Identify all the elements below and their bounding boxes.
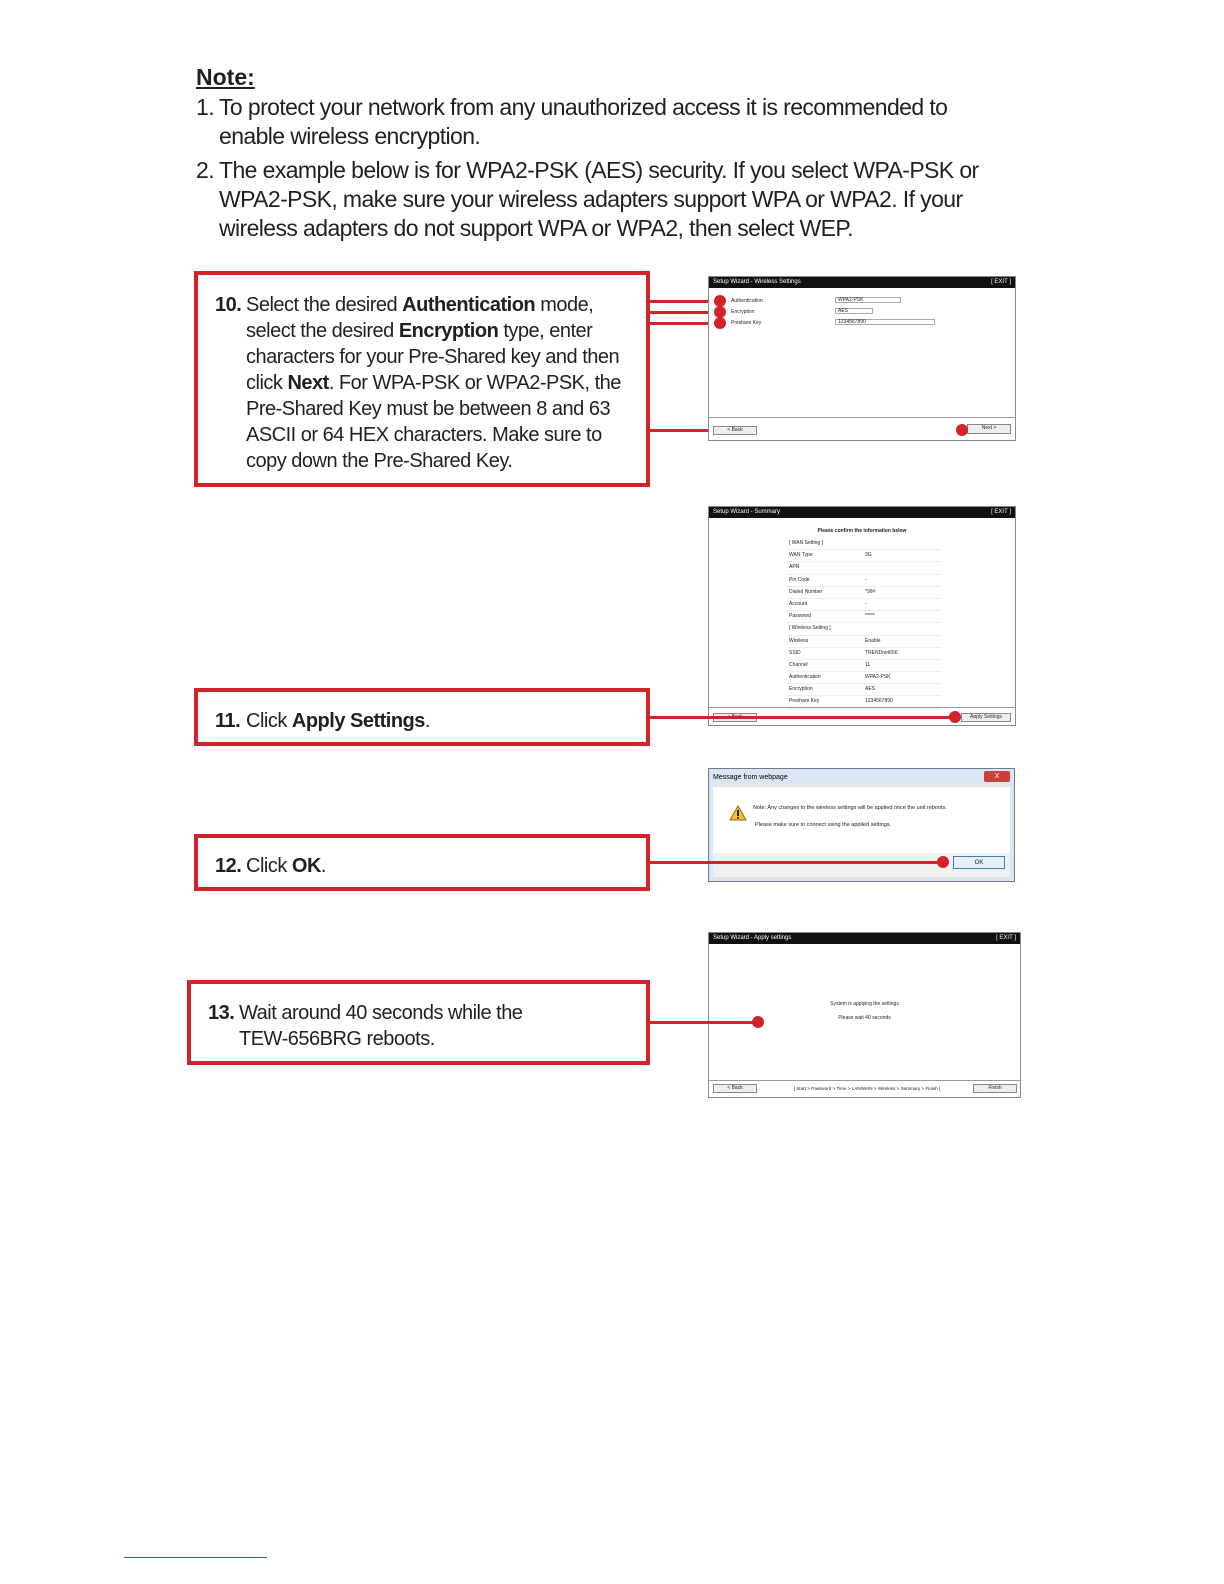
- note-item-text: To protect your network from any unauthorized access it is recommended to enable wireless encryption.: [219, 94, 948, 149]
- table-section-header: [787, 538, 941, 550]
- screenshot-summary: [708, 506, 1016, 726]
- table-row: [787, 562, 941, 574]
- encryption-select[interactable]: AES: [835, 308, 873, 314]
- step-text-part: .: [424, 710, 430, 732]
- row-value: -: [865, 576, 867, 583]
- step-number: 12.: [215, 855, 242, 877]
- close-icon[interactable]: X: [984, 771, 1010, 782]
- step-text-part: Click: [246, 710, 292, 732]
- table-row: [787, 636, 941, 648]
- step-11-text: [215, 708, 627, 734]
- summary-table: [787, 538, 941, 709]
- table-row: [787, 587, 941, 599]
- preshare-key-label: Preshare Key: [731, 320, 762, 326]
- apply-settings-button[interactable]: Apply Settings: [961, 713, 1011, 722]
- applying-status: System is applying the settings: [830, 1001, 899, 1007]
- window-title: Setup Wizard - Wireless Settings: [713, 279, 801, 285]
- exit-link[interactable]: [ EXIT ]: [996, 935, 1016, 941]
- row-key: APN: [789, 564, 800, 571]
- note-item-number: 1.: [196, 94, 214, 120]
- callout-dot: [752, 1016, 764, 1028]
- row-value: 1234567890: [865, 698, 893, 705]
- row-key: Dialed Number: [789, 588, 823, 595]
- encryption-label: Encryption: [731, 309, 755, 315]
- callout-dot: [937, 856, 949, 868]
- table-row: [787, 684, 941, 696]
- window-titlebar: [709, 933, 1020, 944]
- dialog-titlebar: [709, 769, 1014, 786]
- divider: [709, 1080, 1020, 1081]
- step-12-box: [194, 834, 650, 891]
- step-number: 11.: [215, 710, 241, 732]
- step-text-part: type, enter characters for your Pre-Shared key and then click: [246, 320, 620, 394]
- row-key: Authentication: [789, 674, 821, 681]
- row-key: SSID: [789, 649, 801, 656]
- row-key: Channel: [789, 661, 808, 668]
- step-10-text: [215, 292, 627, 474]
- table-row: [787, 660, 941, 672]
- screenshot-message-dialog: [708, 768, 1015, 882]
- note-item-number: 2.: [196, 157, 214, 183]
- section-label: [ Wireless Setting ]: [789, 625, 831, 632]
- row-value: *****: [865, 613, 875, 620]
- finish-button[interactable]: Finish: [973, 1084, 1017, 1093]
- step-13-text: [208, 1000, 620, 1052]
- exit-link[interactable]: [ EXIT ]: [991, 279, 1011, 285]
- row-value: 11: [865, 661, 871, 668]
- exit-link[interactable]: [ EXIT ]: [991, 509, 1011, 515]
- step-text-part: Wait around 40 seconds while the TEW-656BRG reboots.: [239, 1002, 523, 1050]
- step-text-part: Select the desired: [246, 294, 403, 316]
- wait-message: Please wait 40 seconds: [838, 1015, 891, 1021]
- step-text-part: . For WPA-PSK or WPA2-PSK, the Pre-Shared Key must be between 8 and 63 ASCII or 64 HEX characters. Make sure to copy down the Pre-Shared Key.: [246, 372, 621, 472]
- window-titlebar: [709, 277, 1015, 288]
- dialog-message-line1: Note: Any changes to the wireless settings will be applied once the unit reboots.: [753, 805, 947, 811]
- row-value: *99#: [865, 588, 876, 595]
- auth-select[interactable]: WPA2-PSK: [835, 297, 901, 303]
- row-key: Encryption: [789, 686, 813, 693]
- back-button[interactable]: < Back: [713, 426, 757, 435]
- ok-button[interactable]: OK: [953, 856, 1005, 869]
- row-key: Wireless: [789, 637, 809, 644]
- table-section-header: [787, 623, 941, 635]
- step-text-part: Click: [246, 855, 292, 877]
- row-key: Preshare Key: [789, 698, 820, 705]
- row-value: TRENDnet656: [865, 649, 898, 656]
- window-titlebar: [709, 507, 1015, 518]
- row-value: WPA2-PSK: [865, 674, 891, 681]
- dialog-message-line2: Please make sure to connect using the applied settings.: [755, 822, 892, 828]
- row-value: -: [865, 600, 867, 607]
- step-bold-term: Apply Settings: [291, 710, 425, 732]
- table-row: [787, 672, 941, 684]
- dialog-title: Message from webpage: [713, 774, 788, 781]
- step-11-box: [194, 688, 650, 746]
- row-value: Enable: [865, 637, 881, 644]
- connector-line: [648, 861, 940, 864]
- step-13-box: [187, 980, 650, 1065]
- step-bold-term: OK: [291, 855, 321, 877]
- preshare-key-input[interactable]: 1234567890: [835, 319, 935, 325]
- screenshot-wireless-settings: [708, 276, 1016, 441]
- step-bold-term: Encryption: [398, 320, 499, 342]
- back-button[interactable]: < Back: [713, 1084, 757, 1093]
- row-value: 3G: [865, 552, 872, 559]
- table-row: [787, 575, 941, 587]
- step-number: 10.: [215, 294, 242, 316]
- step-bold-term: Next: [287, 372, 329, 394]
- summary-heading: Please confirm the information below: [817, 528, 907, 534]
- step-12-text: [215, 853, 627, 879]
- row-key: WAN Type: [789, 552, 813, 559]
- step-text-part: .: [320, 855, 326, 877]
- section-label: [ WAN Setting ]: [789, 540, 823, 546]
- window-title: Setup Wizard - Apply settings: [713, 935, 792, 941]
- note-item-2: [196, 156, 1016, 243]
- row-key: Pin Code: [789, 576, 810, 583]
- note-item-1: [196, 93, 1016, 151]
- screenshot-apply-settings: [708, 932, 1021, 1098]
- connector-line: [648, 716, 952, 719]
- row-value: AES: [865, 686, 876, 693]
- callout-dot: [714, 317, 726, 329]
- divider: [709, 417, 1015, 418]
- row-key: Password: [789, 613, 811, 620]
- footnote-rule: [124, 1557, 267, 1558]
- step-bold-term: Authentication: [402, 294, 536, 316]
- wizard-breadcrumb: [ Start > Password > Time > LAN/WAN > Wireless > Summary > Finish ]: [793, 1086, 941, 1091]
- step-text-part: mode, select the desired: [246, 294, 594, 342]
- step-number: 13.: [208, 1002, 235, 1024]
- table-row: [787, 611, 941, 623]
- row-key: Account: [789, 600, 808, 607]
- window-title: Setup Wizard - Summary: [713, 509, 781, 515]
- next-button[interactable]: Next >: [967, 424, 1011, 434]
- divider: [709, 707, 1015, 708]
- step-10-box: [194, 271, 650, 487]
- callout-dot: [956, 424, 968, 436]
- callout-dot: [949, 711, 961, 723]
- note-item-text: The example below is for WPA2-PSK (AES) security. If you select WPA-PSK or WPA2-PSK, make sure your wireless adapters support WPA or WPA2. If your wireless adapters do not support WPA or WPA2, then select WEP.: [219, 157, 979, 241]
- table-row: [787, 550, 941, 562]
- table-row: [787, 599, 941, 611]
- warning-icon: [729, 805, 747, 821]
- auth-label: Authentication: [731, 298, 763, 304]
- table-row: [787, 648, 941, 660]
- connector-line: [648, 1021, 756, 1024]
- note-title: Note:: [196, 64, 255, 90]
